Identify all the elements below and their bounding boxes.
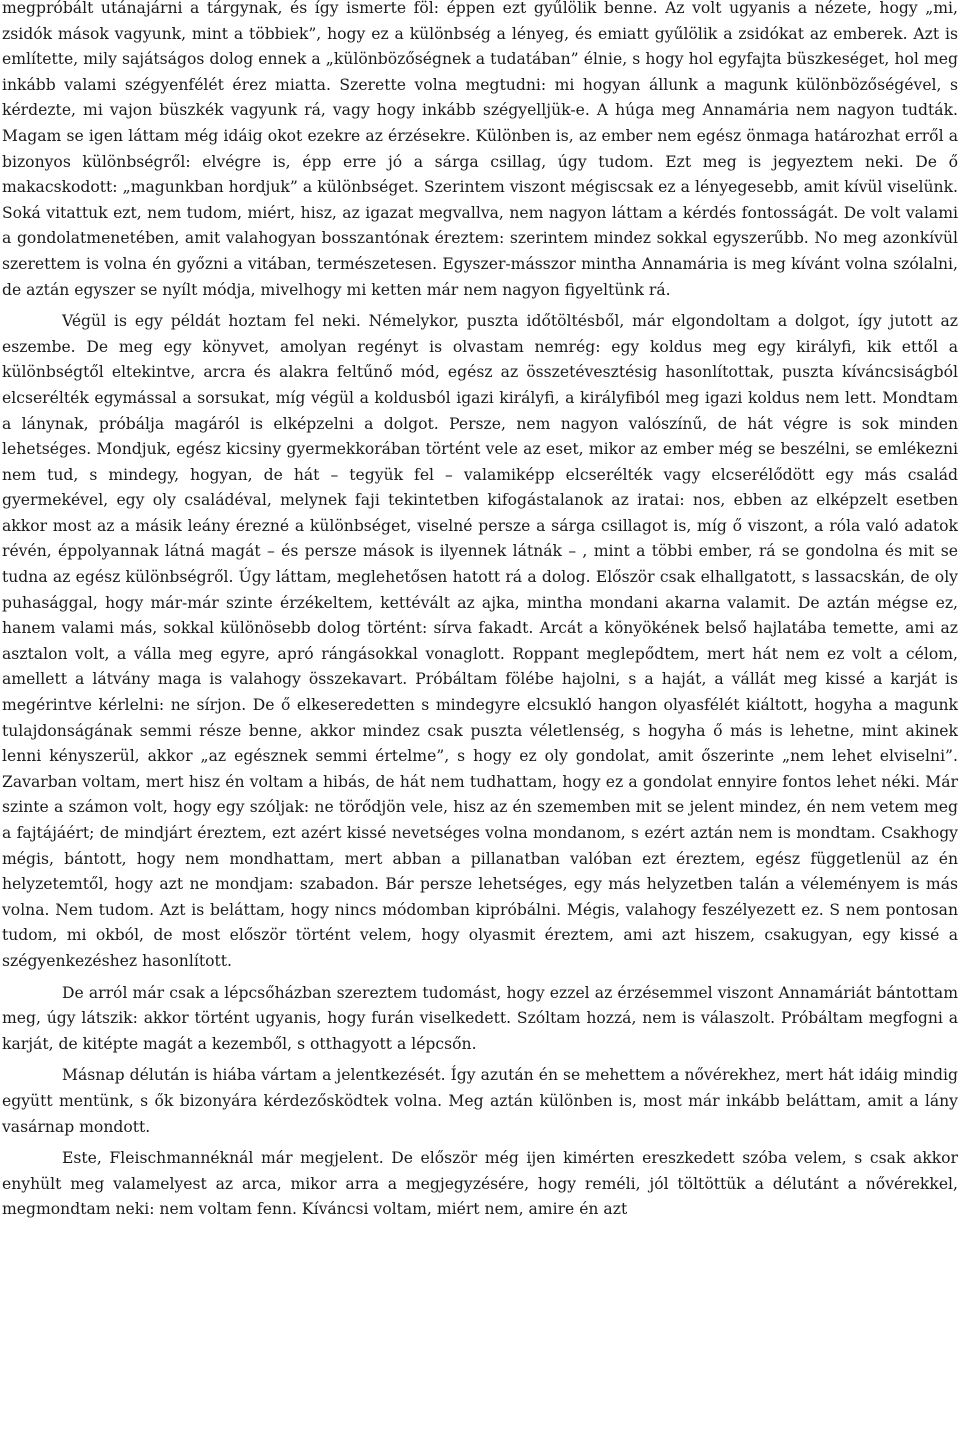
paragraph: megpróbált utánajárni a tárgynak, és így ismerte föl: éppen ezt gyűlölik benne. Az volt ugyanis a nézete, hogy „mi, zsidók mások vagyunk, mint a többiek”, hogy ez a különbség a lényeg, és emiatt gyűlölik a zsidókat az emberek. Azt is említette, mily sajátságos dolog ennek a „különbözőségnek a tudatában” élnie, s hogy hol egyfajta büszkeséget, hol meg inkább valami szégyenfélét érez miatta. Szerette volna megtudni: mi hogyan állunk a magunk különbözőségével, s kérdezte, mi vajon büszkék vagyunk rá, vagy hogy inkább szégyelljük-e. A húga meg Annamária nem nagyon tudták. Magam se igen láttam még idáig okot ezekre az érzésekre. Különben is, az ember nem egész önmaga határozhat erről a bizonyos különbségről: elvégre is, épp erre jó a sárga csillag, úgy tudom. Ezt meg is jegyeztem neki. De ő makacskodott: „magunkban hordjuk” a különbséget. Szerintem viszont mégiscsak ez a lényegesebb, amit kívül viselünk. Soká vitattuk ezt, nem tudom, miért, hisz, az igazat megvallva, nem nagyon láttam a kérdés fontosságát. De volt valami a gondolatmenetében, amit valahogyan bosszantónak éreztem: szerintem mindez sokkal egyszerűbb. No meg azonkívül szerettem is volna én győzni a vitában, természetesen. Egyszer-másszor mintha Annamária is meg kívánt volna szólalni, de aztán egyszer se nyílt módja, mivelhogy mi ketten már nem nagyon figyeltünk rá. — [2, 0, 958, 299]
paragraph: Este, Fleischmannéknál már megjelent. De először még ijen kimérten ereszkedett szóba velem, s csak akkor enyhült meg valamelyest az arca, mikor arra a megjegyzésére, hogy reméli, jól töltöttük a délutánt a nővérekkel, megmondtam neki: nem voltam fenn. Kíváncsi voltam, miért nem, amire én azt — [2, 1149, 958, 1219]
paragraph: Másnap délután is hiába vártam a jelentkezését. Így azután én se mehettem a nővérekhez, mert hát idáig mindig együtt mentünk, s ők bizonyára kérdezősködtek volna. Meg aztán különben is, most már inkább beláttam, amit a lány vasárnap mondott. — [2, 1066, 958, 1136]
paragraph: De arról már csak a lépcsőházban szereztem tudomást, hogy ezzel az érzésemmel viszont Annamáriát bántottam meg, úgy látszik: akkor történt ugyanis, hogy furán viselkedett. Szóltam hozzá, nem is válaszolt. Próbáltam megfogni a karját, de kitépte magát a kezemből, s otthagyott a lépcsőn. — [2, 983, 958, 1053]
paragraph: Végül is egy példát hoztam fel neki. Némelykor, puszta időtöltésből, már elgondoltam a dolgot, így jutott az eszembe. De meg egy könyvet, amolyan regényt is olvastam nemrég: egy koldus meg egy királyfi, kik ettől a különbségtől eltekintve, arcra és alakra feltűnő mód, egész az összetévesztésig hasonlítottak, puszta kíváncsiságból elcserélték egymással a sorsukat, míg végül a koldusból igazi királyfi, a királyfiból meg igazi koldus nem lett. Mondtam a lánynak, próbálja magáról is elképzelni a dolgot. Persze, nem nagyon valószínű, de hát végre is sok minden lehetséges. Mondjuk, egész kicsiny gyermekkorában történt vele az eset, mikor az ember még se beszélni, se emlékezni nem tud, s mindegy, hogyan, de hát – tegyük fel – valamiképp elcserélték vagy elcserélődött egy más család gyermekével, egy oly családéval, melynek faji tekintetben kifogástalanok az iratai: nos, ebben az elképzelt esetben akkor most az a másik leány érezné a különbséget, viselné persze a sárga csillagot is, míg ő viszont, a róla való adatok révén, éppolyannak látná magát – és persze mások is ilyennek látnák – , mint a többi ember, rá se gondolna és mit se tudna az egész különbségről. Úgy láttam, meglehetősen hatott rá a dolog. Először csak elhallgatott, s lassacskán, de oly puhasággal, hogy már-már szinte érzékeltem, kettévált az ajka, mintha mondani akarna valamit. De aztán mégse ez, hanem valami más, sokkal különösebb dolog történt: sírva fakadt. Arcát a könyökének belső hajlatába temette, ami az asztalon volt, a válla meg egyre, apró rángásokkal vonaglott. Roppant meglepődtem, mert hát nem ez volt a célom, amellett a látvány maga is valahogy összekavart. Próbáltam fölébe hajolni, s a haját, a vállát meg kissé a karját is megérintve kérlelni: ne sírjon. De ő elkeseredetten s mindegyre elcsukló hangon olyasfélét kiáltott, hogyha a magunk tulajdonságának semmi része benne, akkor mindez csak puszta véletlenség, s hogyha ő más is lehetne, mint akinek lenni kényszerül, akkor „az egésznek semmi értelme”, s hogy ez oly gondolat, amit őszerinte „nem lehet elviselni”. Zavarban voltam, mert hisz én voltam a hibás, de hát nem tudhattam, hogy ez a gondolat ennyire fontos lehet néki. Már szinte a számon volt, hogy egy szóljak: ne törődjön vele, hisz az én szememben mit se jelent mindez, én nem vetem meg a fajtájáért; de mindjárt éreztem, ezt azért kissé nevetséges volna mondanom, s ezért aztán nem is mondtam. Csakhogy mégis, bántott, hogy nem mondhattam, mert abban a pillanatban valóban ezt éreztem, egész függetlenül az én helyzetemtől, hogy azt ne mondjam: szabadon. Bár persze lehetséges, egy más helyzetben talán a véleményem is más volna. Nem tudom. Azt is beláttam, hogy nincs módomban kipróbálni. Mégis, valahogy feszélyezett ez. S nem pontosan tudom, mi okból, de most először történt velem, hogy olyasmit éreztem, ami azt hiszem, csakugyan, egy kissé a szégyenkezéshez hasonlított. — [2, 312, 958, 970]
